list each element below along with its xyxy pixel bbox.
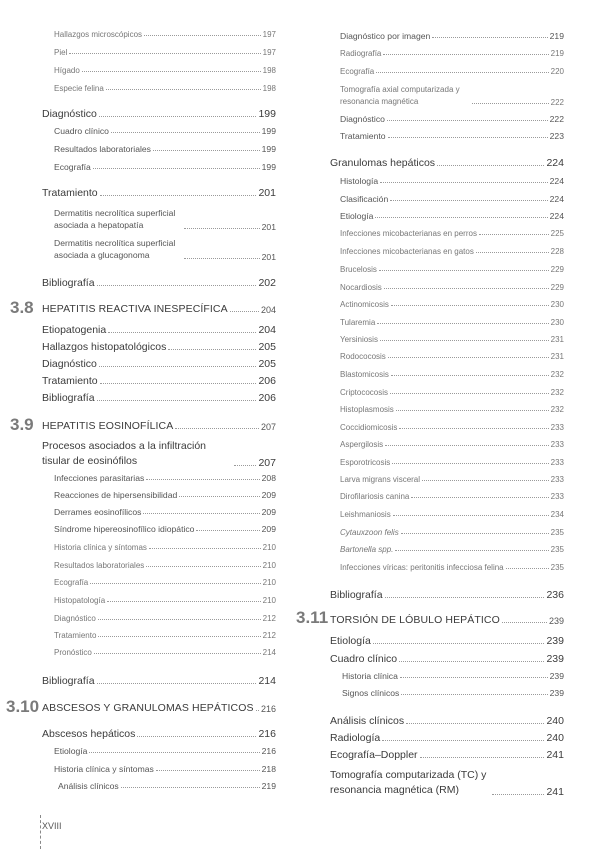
toc-entry <box>54 30 276 39</box>
toc-entry <box>340 528 564 537</box>
toc-entry-page: 212 <box>262 631 276 640</box>
toc-entry <box>340 510 564 519</box>
toc-entry <box>340 114 564 124</box>
toc-entry-page: 210 <box>262 596 276 605</box>
toc-entry-text: Piel <box>54 48 68 57</box>
toc-entry-text: Larva migrans visceral <box>340 475 421 484</box>
toc-entry-page: 199 <box>261 144 276 154</box>
toc-entry <box>54 631 276 640</box>
toc-entry-text: Historia clínica <box>342 671 398 681</box>
section-title: TORSIÓN DE LÓBULO HEPÁTICO <box>330 614 500 626</box>
toc-entry <box>330 749 564 761</box>
section-heading <box>330 614 564 626</box>
toc-entry-page: 219 <box>261 781 276 791</box>
toc-entry-text: Ecografía–Doppler <box>330 749 418 761</box>
toc-entry-text: Tratamiento <box>42 375 98 387</box>
toc-entry-text: Radiografía <box>340 49 382 58</box>
toc-entry-text: Historia clínica y síntomas <box>54 764 154 774</box>
toc-entry <box>42 324 276 336</box>
toc-entry-page: 239 <box>546 635 564 647</box>
toc-entry <box>54 561 276 570</box>
toc-entry-text: Pronóstico <box>54 648 92 657</box>
toc-entry-page: 222 <box>549 114 564 124</box>
toc-entry <box>42 341 276 353</box>
toc-entry-page: 220 <box>550 67 564 76</box>
toc-entry-text: Coccidiomicosis <box>340 423 398 432</box>
toc-entry <box>340 423 564 432</box>
toc-entry <box>42 439 276 469</box>
toc-entry-page: 231 <box>550 352 564 361</box>
toc-entry-page: 241 <box>546 749 564 761</box>
toc-entry <box>340 388 564 397</box>
toc-entry <box>54 614 276 623</box>
toc-entry-text: Bibliografía <box>42 277 95 289</box>
section-number: 3.11 <box>296 608 329 627</box>
toc-entry <box>54 126 276 136</box>
toc-entry-page: 235 <box>550 563 564 572</box>
toc-entry <box>340 31 564 41</box>
toc-entry-text: Etiología <box>54 746 88 756</box>
toc-entry <box>54 507 276 517</box>
toc-entry-text: Etiología <box>330 635 371 647</box>
toc-entry-text: Yersiniosis <box>340 335 378 344</box>
toc-entry <box>54 578 276 587</box>
toc-entry-text: Diagnóstico <box>340 114 385 124</box>
toc-entry-page: 232 <box>550 388 564 397</box>
toc-entry-page: 240 <box>546 715 564 727</box>
toc-entry-text: Dirofilariosis canina <box>340 492 410 501</box>
toc-entry-page: 205 <box>258 341 276 353</box>
toc-entry-text: Abscesos hepáticos <box>42 728 136 740</box>
toc-entry-text: Aspergilosis <box>340 440 384 449</box>
toc-entry-page: 230 <box>550 318 564 327</box>
toc-entry <box>54 84 276 93</box>
toc-entry-text: Hallazgos histopatológicos <box>42 341 167 353</box>
toc-entry <box>42 728 276 740</box>
toc-entry-text: Cuadro clínico <box>54 126 109 136</box>
toc-entry <box>330 653 564 665</box>
toc-entry-text: Reacciones de hipersensibilidad <box>54 490 178 500</box>
toc-entry-page: 209 <box>261 507 276 517</box>
toc-entry-page: 229 <box>550 265 564 274</box>
toc-entry-text: Tularemia <box>340 318 376 327</box>
toc-entry-text: Bibliografía <box>42 392 95 404</box>
toc-entry-text: Signos clínicos <box>342 688 400 698</box>
toc-entry-text: Bibliografía <box>330 589 383 601</box>
section-title: ABSCESOS Y GRANULOMAS HEPÁTICOS <box>42 702 254 714</box>
toc-entry-text: Procesos asociados a la infiltración tisular de eosinófilos <box>42 440 207 468</box>
toc-entry-text: Diagnóstico por imagen <box>340 31 431 41</box>
toc-entry-page: 233 <box>550 475 564 484</box>
toc-entry-page: 201 <box>258 187 276 199</box>
toc-entry <box>54 543 276 552</box>
toc-entry <box>330 635 564 647</box>
toc-entry-text: Tomografía axial computarizada y resonancia magnética <box>340 85 460 106</box>
toc-entry <box>340 67 564 76</box>
toc-entry-text: Actinomicosis <box>340 300 389 309</box>
toc-entry-page: 236 <box>546 589 564 601</box>
toc-entry <box>340 247 564 256</box>
toc-entry-page: 199 <box>261 162 276 172</box>
toc-entry-text: Diagnóstico <box>54 614 96 623</box>
toc-entry-text: Infecciones víricas: peritonitis infecciosa felina <box>340 563 504 572</box>
toc-entry <box>342 671 564 681</box>
toc-entry-page: 204 <box>258 324 276 336</box>
toc-entry <box>340 352 564 361</box>
toc-entry <box>54 524 276 534</box>
toc-entry <box>340 492 564 501</box>
toc-entry <box>340 318 564 327</box>
toc-entry-text: Especie felina <box>54 84 104 93</box>
toc-entry-text: Infecciones micobacterianas en gatos <box>340 247 474 256</box>
toc-entry-page: 197 <box>262 48 276 57</box>
toc-entry-text: Brucelosis <box>340 265 377 274</box>
toc-entry-text: Síndrome hipereosinofílico idiopático <box>54 524 195 534</box>
toc-entry-text: Tratamiento <box>42 187 98 199</box>
toc-entry <box>42 675 276 687</box>
section-heading <box>42 420 276 432</box>
toc-entry-page: 197 <box>262 30 276 39</box>
toc-entry-text: Tomografía computarizada (TC) y resonancia magnética (RM) <box>330 769 487 797</box>
toc-entry-page: 208 <box>261 473 276 483</box>
toc-entry-text: Ecografía <box>340 67 375 76</box>
section-page: 216 <box>260 704 276 714</box>
section-page: 207 <box>260 422 276 432</box>
toc-entry-text: Resultados laboratoriales <box>54 561 145 570</box>
toc-entry-text: Hallazgos microscópicos <box>54 30 143 39</box>
toc-entry-text: Cuadro clínico <box>330 653 398 665</box>
toc-entry <box>340 563 564 572</box>
toc-entry-text: Dermatitis necrolítica superficial asociada a glucagonoma <box>54 238 176 261</box>
toc-entry <box>340 300 564 309</box>
toc-entry <box>340 194 564 204</box>
toc-entry-page: 239 <box>549 671 564 681</box>
toc-entry-page: 235 <box>550 545 564 554</box>
toc-entry <box>54 162 276 172</box>
toc-entry-text: Radiología <box>330 732 381 744</box>
toc-entry <box>340 475 564 484</box>
toc-entry-text: Bibliografía <box>42 675 95 687</box>
toc-entry-page: 214 <box>258 675 276 687</box>
toc-entry-text: Histoplasmosis <box>340 405 394 414</box>
toc-entry-page: 225 <box>550 229 564 238</box>
toc-entry <box>54 48 276 57</box>
toc-entry-page: 233 <box>550 440 564 449</box>
page-number: XVIII <box>42 821 62 831</box>
toc-entry <box>58 781 276 791</box>
toc-entry-text: Rodococosis <box>340 352 386 361</box>
toc-entry-page: 198 <box>262 84 276 93</box>
toc-entry-text: Cytauxzoon felis <box>340 528 399 537</box>
toc-entry-page: 219 <box>549 31 564 41</box>
toc-entry-page: 233 <box>550 492 564 501</box>
toc-entry-page: 224 <box>549 176 564 186</box>
toc-entry <box>42 108 276 120</box>
toc-entry-page: 219 <box>550 49 564 58</box>
toc-entry <box>340 84 564 107</box>
toc-entry <box>340 176 564 186</box>
toc-entry-text: Nocardiosis <box>340 283 382 292</box>
toc-entry <box>340 131 564 141</box>
section-title: HEPATITIS REACTIVA INESPECÍFICA <box>42 303 228 315</box>
toc-entry <box>340 265 564 274</box>
toc-entry-text: Derrames eosinofílicos <box>54 507 142 517</box>
toc-entry <box>340 211 564 221</box>
toc-entry-text: Diagnóstico <box>42 108 97 120</box>
toc-entry <box>340 229 564 238</box>
section-heading <box>42 702 276 714</box>
toc-entry <box>54 237 276 262</box>
toc-entry <box>54 596 276 605</box>
toc-entry <box>54 144 276 154</box>
toc-entry <box>54 746 276 756</box>
toc-entry <box>54 66 276 75</box>
toc-entry-text: Dermatitis necrolítica superficial asociada a hepatopatía <box>54 208 176 231</box>
toc-entry <box>330 732 564 744</box>
toc-entry <box>54 207 276 232</box>
toc-entry-text: Bartonella spp. <box>340 545 394 554</box>
toc-entry-text: Diagnóstico <box>42 358 97 370</box>
toc-entry <box>340 370 564 379</box>
toc-entry-text: Ecografía <box>54 162 91 172</box>
toc-entry <box>340 440 564 449</box>
toc-entry-text: Tratamiento <box>340 131 386 141</box>
toc-entry-text: Hígado <box>54 66 80 75</box>
toc-entry-text: Leishmaniosis <box>340 510 391 519</box>
toc-entry <box>330 589 564 601</box>
toc-entry-page: 199 <box>258 108 276 120</box>
toc-entry-text: Ecografía <box>54 578 89 587</box>
toc-entry-page: 231 <box>550 335 564 344</box>
toc-entry-text: Resultados laboratoriales <box>54 144 151 154</box>
toc-entry <box>42 277 276 289</box>
section-heading <box>42 303 276 315</box>
toc-entry <box>340 49 564 58</box>
toc-entry-page: 212 <box>262 614 276 623</box>
toc-entry-text: Histología <box>340 176 379 186</box>
toc-entry-page: 210 <box>262 578 276 587</box>
toc-entry-page: 202 <box>258 277 276 289</box>
toc-entry-text: Histopatología <box>54 596 106 605</box>
toc-entry-page: 222 <box>550 98 564 108</box>
toc-entry <box>340 335 564 344</box>
toc-entry <box>340 545 564 554</box>
toc-entry <box>54 764 276 774</box>
toc-entry-page: 218 <box>261 764 276 774</box>
toc-entry-page: 233 <box>550 458 564 467</box>
toc-entry-text: Historia clínica y síntomas <box>54 543 147 552</box>
toc-entry-page: 216 <box>261 746 276 756</box>
toc-entry <box>54 648 276 657</box>
toc-entry-page: 239 <box>546 653 564 665</box>
toc-entry-page: 223 <box>549 131 564 141</box>
toc-entry-text: Esporotricosis <box>340 458 391 467</box>
toc-entry-text: Tratamiento <box>54 631 97 640</box>
toc-entry-text: Infecciones parasitarias <box>54 473 145 483</box>
toc-entry-page: 209 <box>261 490 276 500</box>
toc-entry <box>42 358 276 370</box>
toc-entry <box>340 458 564 467</box>
toc-entry-page: 201 <box>261 251 276 262</box>
toc-entry-page: 240 <box>546 732 564 744</box>
toc-entry-page: 224 <box>546 157 564 169</box>
toc-entry <box>42 187 276 199</box>
toc-entry-page: 199 <box>261 126 276 136</box>
toc-entry-text: Infecciones micobacterianas en perros <box>340 229 477 238</box>
section-title: HEPATITIS EOSINOFÍLICA <box>42 420 174 432</box>
toc-entry-page: 229 <box>550 283 564 292</box>
toc-entry-text: Clasificación <box>340 194 389 204</box>
toc-entry-page: 224 <box>549 194 564 204</box>
toc-entry-page: 216 <box>258 728 276 740</box>
toc-entry-text: Etiología <box>340 211 374 221</box>
toc-entry <box>330 768 564 798</box>
toc-entry-page: 205 <box>258 358 276 370</box>
toc-entry <box>340 405 564 414</box>
toc-entry <box>340 283 564 292</box>
section-number: 3.9 <box>10 415 34 434</box>
section-page: 239 <box>548 616 564 626</box>
toc-entry-page: 233 <box>550 423 564 432</box>
toc-entry <box>54 473 276 483</box>
toc-entry-page: 210 <box>262 543 276 552</box>
toc-entry <box>42 375 276 387</box>
toc-entry-page: 232 <box>550 370 564 379</box>
section-number: 3.10 <box>6 697 40 716</box>
toc-entry-page: 206 <box>258 375 276 387</box>
toc-entry-page: 224 <box>549 211 564 221</box>
toc-entry-page: 209 <box>261 524 276 534</box>
toc-entry-page: 232 <box>550 405 564 414</box>
toc-entry-page: 207 <box>258 457 276 470</box>
toc-entry-page: 228 <box>550 247 564 256</box>
toc-entry-page: 239 <box>549 688 564 698</box>
toc-entry <box>330 157 564 169</box>
toc-entry <box>42 392 276 404</box>
toc-entry-page: 210 <box>262 561 276 570</box>
toc-entry-page: 241 <box>546 786 564 799</box>
toc-entry-text: Criptococosis <box>340 388 389 397</box>
toc-entry-page: 214 <box>262 648 276 657</box>
toc-entry-text: Etiopatogenia <box>42 324 107 336</box>
toc-entry-text: Análisis clínicos <box>330 715 405 727</box>
toc-entry-page: 198 <box>262 66 276 75</box>
toc-entry-text: Análisis clínicos <box>58 781 119 791</box>
toc-entry <box>54 490 276 500</box>
section-page: 204 <box>260 305 276 315</box>
toc-entry <box>330 715 564 727</box>
toc-entry-text: Blastomicosis <box>340 370 389 379</box>
toc-entry-text: Granulomas hepáticos <box>330 157 436 169</box>
toc-entry-page: 230 <box>550 300 564 309</box>
toc-entry-page: 234 <box>550 510 564 519</box>
toc-entry <box>342 688 564 698</box>
section-number: 3.8 <box>10 298 34 317</box>
toc-entry-page: 201 <box>261 221 276 232</box>
toc-entry-page: 206 <box>258 392 276 404</box>
toc-entry-page: 235 <box>550 528 564 537</box>
